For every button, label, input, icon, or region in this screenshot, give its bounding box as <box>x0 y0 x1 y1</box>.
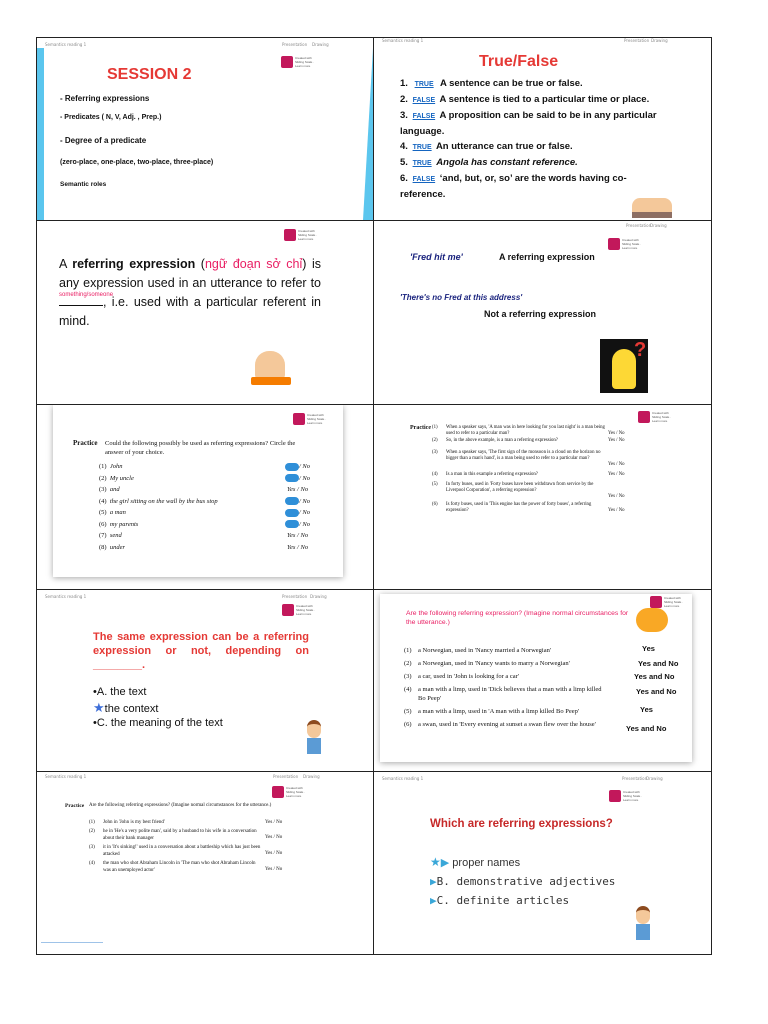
minion-image: ? <box>600 339 648 393</box>
badge-text: Created with Sliding Scale · Learn more <box>664 596 684 608</box>
list-item: (3) a car, used in 'John is looking for a car' Yes and No <box>404 672 675 681</box>
tf-answer: FALSE <box>412 97 436 104</box>
list-item: (6) a swan, used in 'Every evening at sunset a swan flew over the house' Yes and No <box>404 721 667 733</box>
presentation-button[interactable]: Presentation <box>282 594 308 599</box>
practice-label: Practice <box>73 439 98 447</box>
option-c: ▶C. definite articles <box>430 894 570 907</box>
question-heading: Which are referring expressions? <box>430 818 613 830</box>
slide-which-referring <box>374 772 711 954</box>
s1-line-1: - Referring expressions <box>60 94 150 103</box>
list-item: (5) In forty buses, used in 'Forty buses have been withdrawn from service by the Liverpool Corporation', a referring expression? Yes / No <box>432 482 625 499</box>
question-heading: The same expression can be a referring expression or not, depending on ________. <box>93 631 309 671</box>
tf-item: 4. TRUE An utterance can true or false. <box>400 141 573 152</box>
right-accent-shape <box>337 48 373 220</box>
s1-line-4: (zero-place, one-place, two-place, three-place) <box>60 159 214 166</box>
list-item: (6) Is forty buses, used in 'This engine has the power of forty buses', a referring expression? Yes / No <box>432 502 625 514</box>
badge-text: Created with Sliding Scale · Learn more <box>296 604 316 616</box>
presentation-button[interactable]: Presentation <box>626 223 652 228</box>
list-item: (7) send Yes / No <box>99 532 309 539</box>
tf-list <box>400 76 670 202</box>
slide-practice-3 <box>37 772 373 954</box>
badge-icon <box>293 413 305 425</box>
practice-question: Could the following possibly be used as referring expressions? Circle the answer of your choice. <box>105 440 296 456</box>
tf-item: 5. TRUE Angola has constant reference. <box>400 157 578 168</box>
s1-line-3: - Degree of a predicate <box>60 136 147 145</box>
badge-text: Created with Sliding Scale · Learn more <box>286 786 306 798</box>
s1-line-5: Semantic roles <box>60 181 107 188</box>
practice-items <box>99 461 339 553</box>
badge-text: Created with Sliding Scale · Learn more <box>652 411 672 423</box>
badge-icon <box>608 238 620 250</box>
star-icon: ★ <box>430 855 441 869</box>
badge-icon <box>272 786 284 798</box>
definition-blank: something/someone <box>59 295 103 306</box>
example-1-answer: A referring expression <box>499 252 595 262</box>
norwegian-items <box>404 646 694 742</box>
toolbar-label: Semantics reading 1 <box>45 42 87 47</box>
drawing-button[interactable]: Drawing <box>650 223 667 228</box>
norwegian-card <box>380 594 692 762</box>
badge-text: Created with Sliding Scale · Learn more <box>298 229 318 241</box>
list-item: (5) a man / No <box>99 509 311 516</box>
presentation-button[interactable]: Presentation <box>273 774 299 779</box>
badge-text: Created with Sliding Scale · Learn more <box>623 790 643 802</box>
tf-answer: TRUE <box>412 160 432 167</box>
tf-item: 2. FALSE A sentence is tied to a particular time or place. <box>400 94 650 105</box>
example-2: 'There's no Fred at this address' <box>400 293 523 302</box>
tf-answer: TRUE <box>412 144 432 151</box>
example-1: 'Fred hit me' <box>410 252 463 262</box>
toolbar-label: Semantics reading 1 <box>382 38 424 43</box>
footer-line <box>41 942 103 943</box>
slide2-title: True/False <box>479 53 559 70</box>
list-item: (5) a man with a limp, used in 'A man with a limp killed Bo Peep' Yes <box>404 705 653 715</box>
badge-text: Created with Sliding Scale · Learn more <box>622 238 642 250</box>
list-item: (6) my parents / No <box>99 520 311 528</box>
tf-item: 1. TRUE A sentence can be true or false. <box>400 78 583 89</box>
toolbar-label: Semantics reading 1 <box>382 776 424 781</box>
drawing-button[interactable]: Drawing <box>303 774 320 779</box>
triangle-icon: ▶ <box>430 894 437 907</box>
list-item: (3) When a speaker says, 'The first sign of the monsoon is a cloud on the horizon no bigger than a man's hand', is a man being used to refer to a particular man? Yes / No <box>432 450 625 467</box>
badge-icon <box>281 56 293 68</box>
option-b: ▶B. demonstrative adjectives <box>430 875 616 888</box>
list-item: (2) My uncle / No <box>99 474 311 482</box>
option-a: •A. the text <box>93 686 147 698</box>
drawing-button[interactable]: Drawing <box>646 776 663 781</box>
presentation-button[interactable]: Presentation <box>622 776 648 781</box>
norwegian-heading: Are the following referring expression? (Imagine normal circumstances for the utterance.) <box>406 610 629 626</box>
badge-icon <box>650 596 662 608</box>
tf-answer: FALSE <box>412 113 436 120</box>
badge-icon <box>284 229 296 241</box>
list-item: (2) he in 'He's a very polite man', said by a husband to his wife in a conversation about their bank manager Yes / No <box>89 829 283 841</box>
drawing-button[interactable]: Drawing <box>310 594 327 599</box>
badge-icon <box>609 790 621 802</box>
practice-items <box>89 820 339 877</box>
tf-answer: FALSE <box>412 176 436 183</box>
cartoon-girl-icon <box>255 351 285 379</box>
s1-line-2: - Predicates ( N, V, Adj. , Prep.) <box>60 114 162 121</box>
practice-label: Practice <box>410 425 431 431</box>
slide-fred-examples <box>374 221 711 404</box>
example-2-answer: Not a referring expression <box>484 309 597 319</box>
definition-text: A referring expression (ngữ đoạn sở chỉ) is any expression used in an utterance to refer to something/someone , i.e. used with a particular referent in mind. <box>59 257 322 328</box>
cartoon-emoji-icon <box>636 608 668 632</box>
list-item: (3) it in 'It's sinking!' used in a conversation about a battleship which has just been attacked Yes / No <box>89 845 283 857</box>
list-item: (1) John in 'John is my best friend' Yes / No <box>89 820 283 825</box>
practice-label: Practice <box>65 803 85 809</box>
slide1-title: SESSION 2 <box>107 66 192 83</box>
slide-practice-1 <box>37 405 373 589</box>
list-item: (3) and Yes / No <box>99 486 309 493</box>
presentation-button[interactable]: Presentation <box>282 42 308 47</box>
list-item: (4) a man with a limp, used in 'Dick believes that a man with a limp killed Bo Peep' Yes and No <box>404 686 677 702</box>
teacher-body-icon <box>636 924 650 940</box>
badge-icon <box>282 604 294 616</box>
teacher-icon <box>307 720 321 738</box>
grid-right <box>711 37 712 955</box>
list-item: (2) a Norwegian, used in 'Nancy wants to marry a Norwegian' Yes and No <box>404 659 679 668</box>
left-accent-bar <box>37 48 44 220</box>
slide-true-false <box>374 38 711 220</box>
list-item: (8) under Yes / No <box>99 543 309 551</box>
drawing-button[interactable]: Drawing <box>312 42 329 47</box>
triangle-icon: ▶ <box>430 875 437 888</box>
tf-item: 6. FALSE ‘and, but, or, so’ are the words having co-reference. <box>400 173 627 200</box>
list-item: (2) So, in the above example, is a man a referring expression? Yes / No <box>432 438 625 443</box>
list-item: (4) Is a man in this example a referring expression? Yes / No <box>432 472 625 477</box>
list-item: (4) the girl sitting on the wall by the bus stop / No <box>99 497 311 505</box>
presentation-button[interactable]: Presentation <box>624 38 650 43</box>
option-b: ★the context <box>93 700 159 715</box>
tf-answer: TRUE <box>414 81 434 88</box>
toolbar-label: Semantics reading 1 <box>45 594 87 599</box>
option-a: ★▶ proper names <box>430 855 521 869</box>
badge-text: Created with Sliding Scale · Learn more <box>295 56 315 68</box>
desk-icon <box>251 377 291 385</box>
practice-items <box>432 425 692 516</box>
badge-icon <box>638 411 650 423</box>
list-item: (1) When a speaker says, 'A man was in here looking for you last night' is a man being used to refer to a particular man? Yes / No <box>432 425 625 437</box>
desk-icon <box>632 212 672 218</box>
slide-definition <box>37 221 373 404</box>
slide-practice-2 <box>374 405 711 589</box>
grid-bottom <box>36 954 712 955</box>
teacher-icon <box>636 906 650 924</box>
slide-session-2 <box>37 38 373 220</box>
star-icon: ★ <box>93 700 105 715</box>
drawing-button[interactable]: Drawing <box>651 38 668 43</box>
slide-norwegian <box>374 590 711 771</box>
practice-card <box>53 405 343 577</box>
list-item: (1) a Norwegian, used in 'Nancy married a Norwegian' Yes <box>404 644 655 654</box>
practice-question: Are the following referring expressions? (Imagine normal circumstances for the utterance.) <box>89 803 272 808</box>
list-item: (4) the man who shot Abraham Lincoln in 'The man who shot Abraham Lincoln was an unemployed actor' Yes / No <box>89 861 283 873</box>
badge-text: Created with Sliding Scale · Learn more <box>307 413 327 425</box>
tf-item: 3. FALSE A proposition can be said to be in any particular language. <box>400 110 657 137</box>
slide-same-expression <box>37 590 373 771</box>
list-item: (1) John / No <box>99 463 311 470</box>
teacher-body-icon <box>307 738 321 754</box>
option-c: •C. the meaning of the text <box>93 717 223 729</box>
toolbar-label: Semantics reading 1 <box>45 774 87 779</box>
